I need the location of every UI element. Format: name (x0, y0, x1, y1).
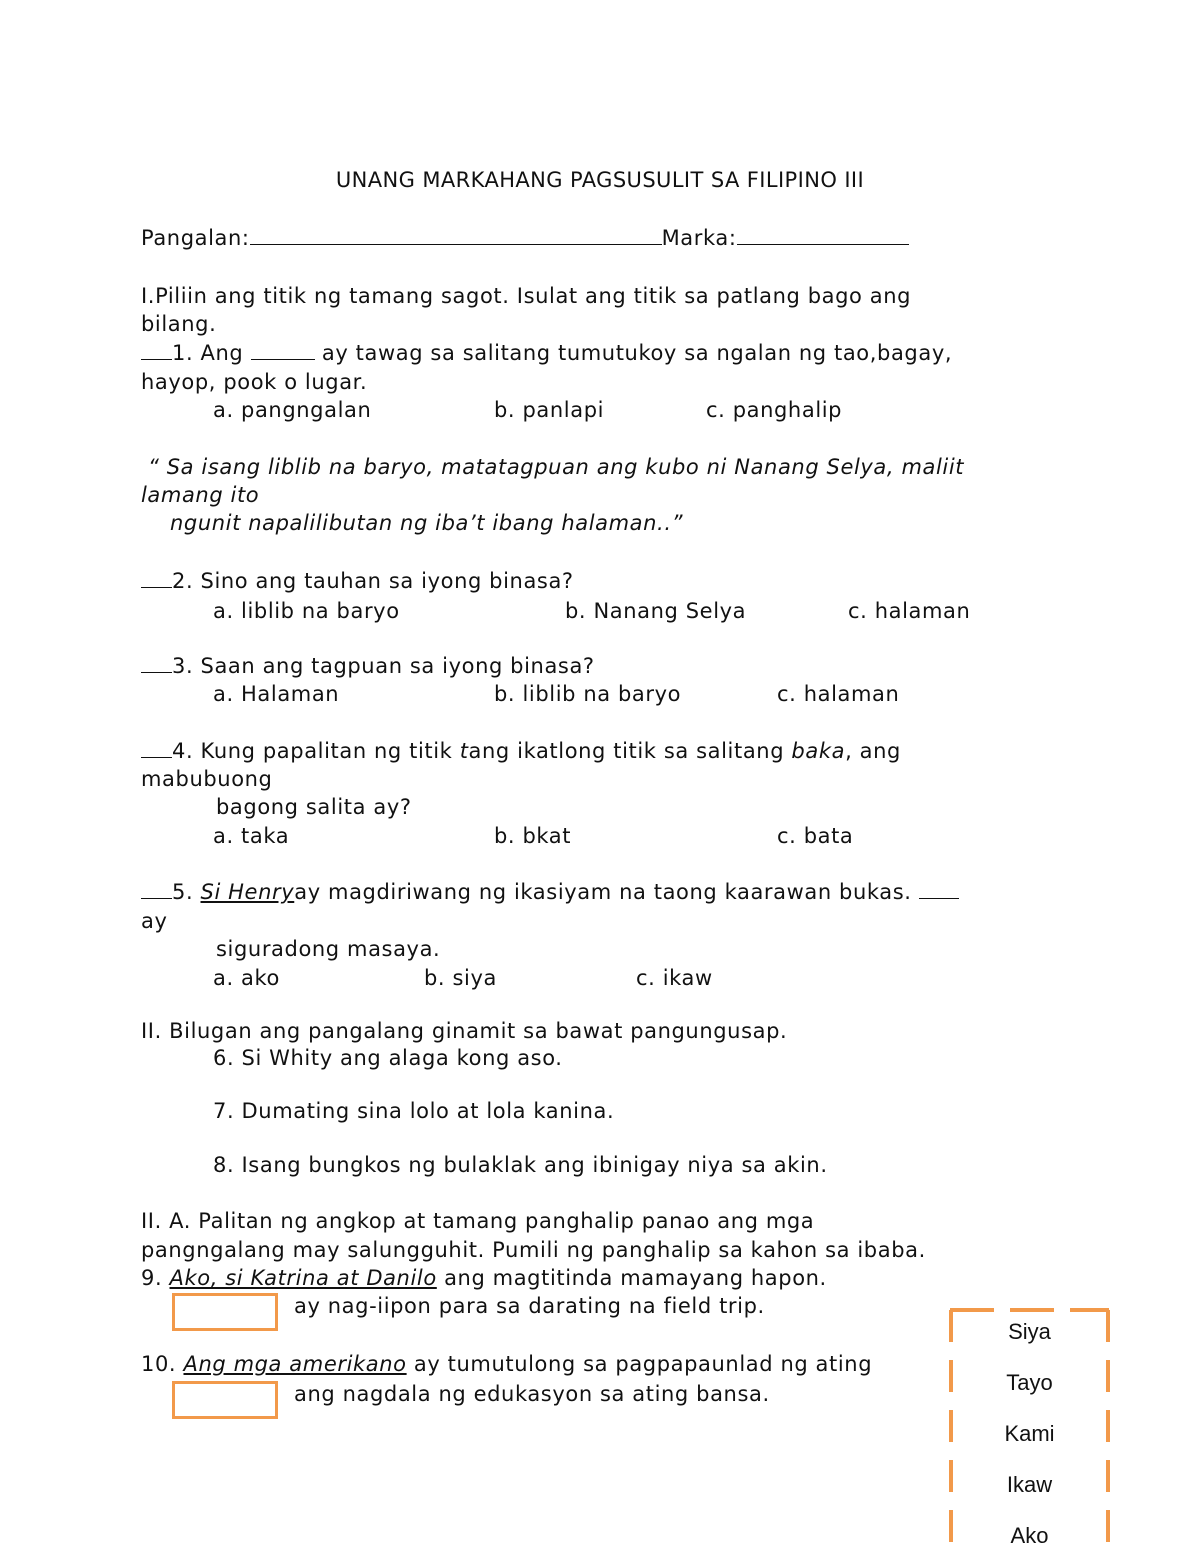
q3-choice-b: b. liblib na baryo (494, 682, 682, 706)
question-3: 3. Saan ang tagpuan sa iyong binasa? (141, 652, 595, 680)
score-blank[interactable] (737, 226, 909, 245)
answer-blank-1[interactable] (141, 341, 172, 360)
answer-blank-5[interactable] (141, 880, 172, 899)
question-1: 1. Ang ay tawag sa salitang tumutukoy sa ngalan ng tao,bagay, (141, 339, 952, 367)
question-9-cont: ay nag-iipon para sa darating na field trip. (294, 1294, 765, 1318)
q5-choice-b: b. siya (424, 966, 497, 990)
q1-choice-a: a. pangngalan (213, 398, 372, 422)
q2-choice-c: c. halaman (848, 599, 971, 623)
question-5: 5. Si Henryay magdiriwang ng ikasiyam na taong kaarawan bukas. (141, 878, 959, 906)
question-8: 8. Isang bungkos ng bulaklak ang ibinigay niya sa akin. (213, 1153, 828, 1177)
name-blank[interactable] (250, 226, 662, 245)
word-option-kami: Kami (1004, 1421, 1055, 1446)
passage-line-3: ngunit napalilibutan ng iba’t ibang halaman..” (170, 511, 684, 535)
question-7: 7. Dumating sina lolo at lola kanina. (213, 1099, 615, 1123)
question-6: 6. Si Whity ang alaga kong aso. (213, 1046, 563, 1070)
passage-line-1: “ Sa isang liblib na baryo, matatagpuan ang kubo ni Nanang Selya, maliit (148, 455, 965, 479)
question-1-cont: hayop, pook o lugar. (141, 370, 368, 394)
question-10: 10. Ang mga amerikano ay tumutulong sa pagpapaunlad ng ating (141, 1352, 873, 1376)
question-2: 2. Sino ang tauhan sa iyong binasa? (141, 567, 574, 595)
part2a-instruction: II. A. Palitan ng angkop at tamang panghalip panao ang mga (141, 1209, 815, 1233)
question-5-cont: ay (141, 909, 168, 933)
score-label: Marka: (661, 226, 737, 250)
q3-choice-c: c. halaman (777, 682, 900, 706)
question-10-cont: ang nagdala ng edukasyon sa ating bansa. (294, 1382, 770, 1406)
q4-choice-b: b. bkat (494, 824, 572, 848)
pronoun-word-box (948, 1307, 1111, 1553)
question-4-cont-2: bagong salita ay? (216, 795, 412, 819)
page-title: UNANG MARKAHANG PAGSUSULIT SA FILIPINO III (335, 168, 865, 192)
q2-choice-b: b. Nanang Selya (565, 599, 747, 623)
q5-choice-c: c. ikaw (636, 966, 713, 990)
part1-instruction: I.Piliin ang titik ng tamang sagot. Isulat ang titik sa patlang bago ang (141, 284, 912, 308)
q3-choice-a: a. Halaman (213, 682, 340, 706)
question-4-cont: mabubuong (141, 767, 273, 791)
word-option-ako: Ako (1010, 1523, 1049, 1548)
name-row (141, 224, 909, 252)
question-4: 4. Kung papalitan ng titik tang ikatlong titik sa salitang baka, ang (141, 737, 901, 765)
name-label: Pangalan: (141, 226, 250, 250)
q1-choice-c: c. panghalip (706, 398, 843, 422)
word-option-tayo: Tayo (1006, 1370, 1053, 1395)
word-option-ikaw: Ikaw (1006, 1472, 1053, 1497)
answer-blank-3[interactable] (141, 654, 172, 673)
q4-choice-c: c. bata (777, 824, 854, 848)
answer-blank-2[interactable] (141, 569, 172, 588)
fill-blank-1[interactable] (251, 341, 315, 360)
question-9: 9. Ako, si Katrina at Danilo ang magtitinda mamayang hapon. (141, 1266, 827, 1290)
q5-choice-a: a. ako (213, 966, 280, 990)
question-5-cont-2: siguradong masaya. (216, 937, 441, 961)
part2a-instruction-cont: pangngalang may salungguhit. Pumili ng panghalip sa kahon sa ibaba. (141, 1238, 926, 1262)
word-option-siya: Siya (1008, 1319, 1051, 1344)
q2-choice-a: a. liblib na baryo (213, 599, 400, 623)
answer-box-10[interactable] (172, 1381, 278, 1419)
fill-blank-5[interactable] (919, 880, 959, 899)
answer-blank-4[interactable] (141, 739, 172, 758)
answer-box-9[interactable] (172, 1293, 278, 1331)
part1-instruction-cont: bilang. (141, 312, 217, 336)
q1-choice-b: b. panlapi (494, 398, 605, 422)
passage-line-2: lamang ito (141, 483, 260, 507)
q4-choice-a: a. taka (213, 824, 290, 848)
part2-instruction: II. Bilugan ang pangalang ginamit sa bawat pangungusap. (141, 1019, 788, 1043)
